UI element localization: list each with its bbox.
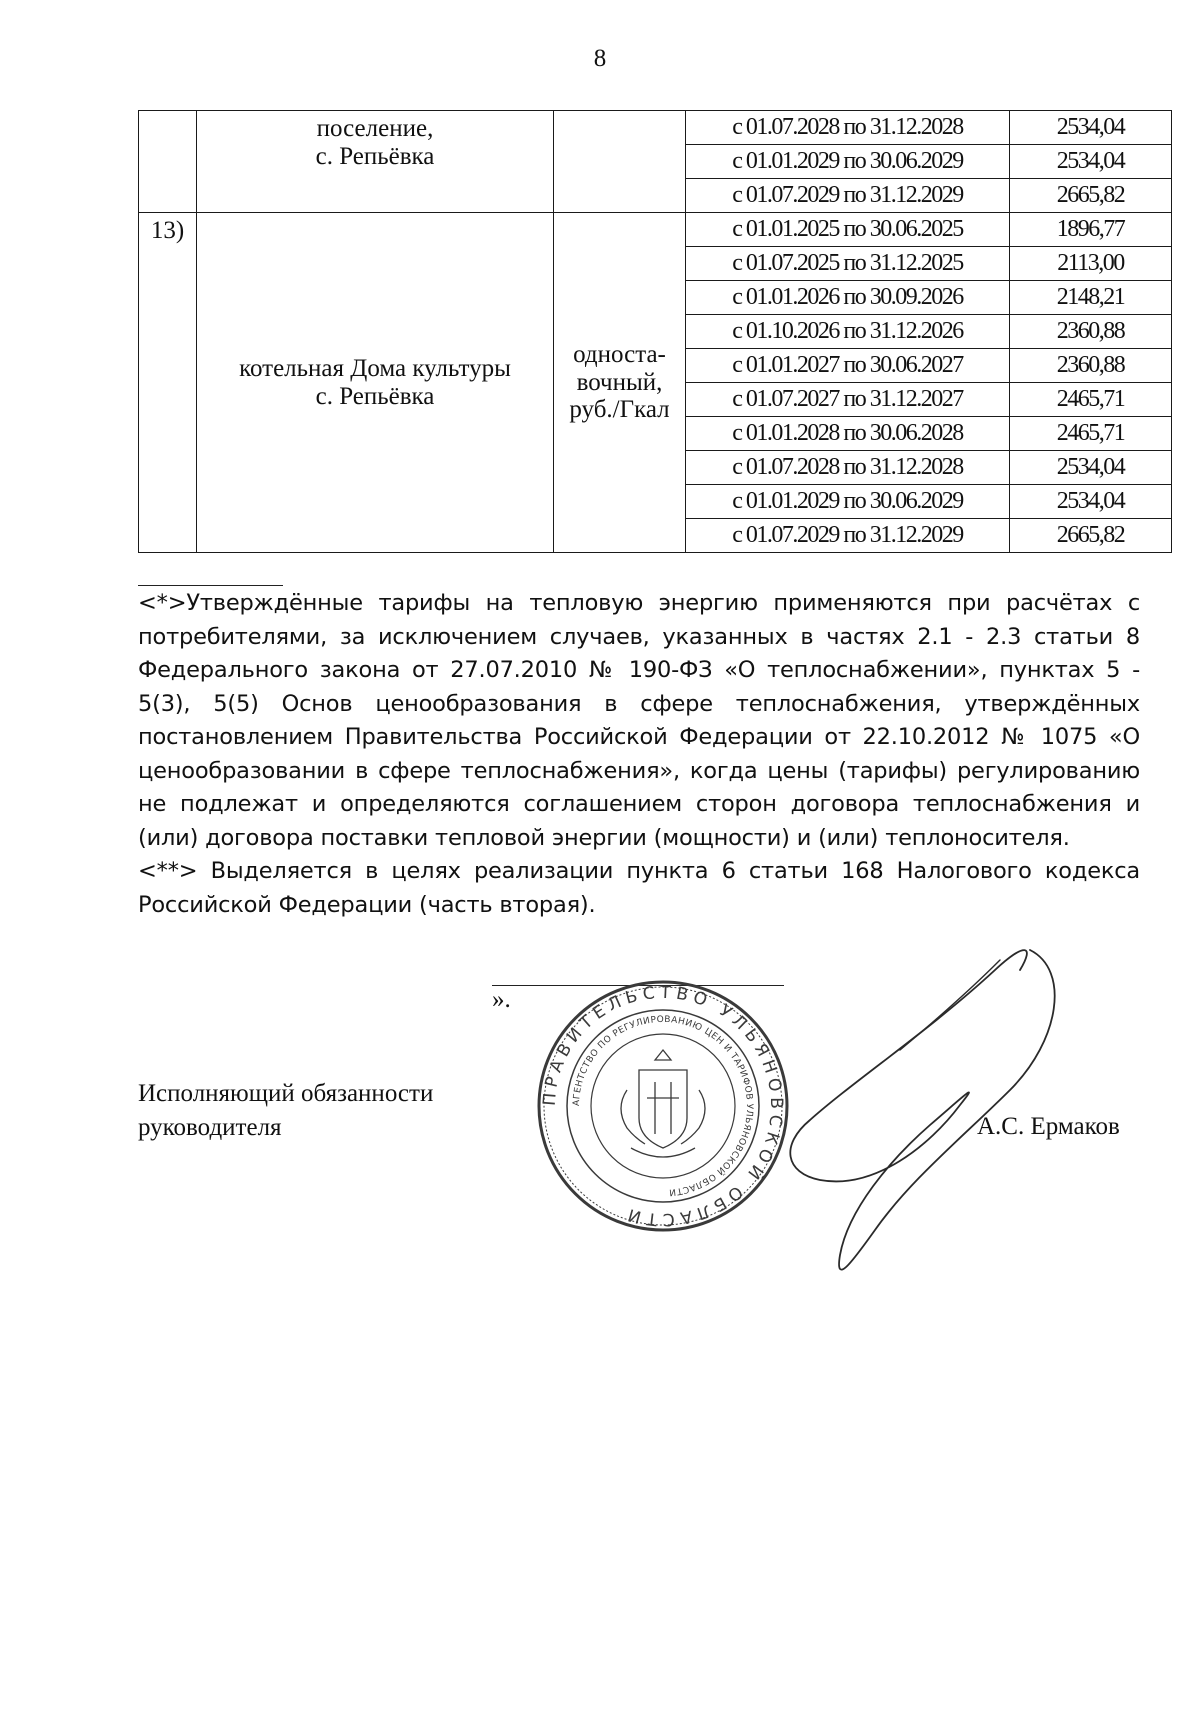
- tariff-value-cell: 2465,71: [1010, 417, 1172, 451]
- period-cell: с 01.07.2029 по 31.12.2029: [686, 179, 1010, 213]
- signer-title-line: руководителя: [138, 1114, 282, 1141]
- table-row: [139, 111, 1172, 145]
- svg-text:АГЕНТСТВО ПО РЕГУЛИРОВАНИЮ ЦЕН: [572, 1015, 754, 1197]
- tariff-value-cell: 2534,04: [1010, 145, 1172, 179]
- footnote-1: <*>Утверждённые тарифы на тепловую энергию применяются при расчётах с потребителями, за исключением случаев, указанных в частях 2.1 - 2.3 статьи 8 Федерального закона от 27.07.2010 № 190-ФЗ «О теплоснабжении», пунктах 5 - 5(3), 5(5) Основ ценообразования в сфере теплоснабжения, утверждённых постановлением Правительства Российской Федерации от 22.10.2012 № 1075 «О ценообразовании в сфере теплоснабжения», когда цены (тарифы) регулированию не подлежат и определяются соглашением сторон договора теплоснабжения и (или) договора поставки тепловой энергии (мощности) и (или) теплоносителя.: [138, 590, 1140, 851]
- seal-outer-text: ПРАВИТЕЛЬСТВО УЛЬЯНОВСКОЙ ОБЛАСТИ: [539, 982, 787, 1230]
- page-number: 8: [593, 45, 607, 72]
- table-row: [139, 213, 1172, 247]
- object-name-line: поселение,: [316, 115, 434, 142]
- tariff-value-cell: 2148,21: [1010, 281, 1172, 315]
- signer-title-line: Исполняющий обязанности: [138, 1080, 434, 1107]
- period-cell: с 01.01.2025 по 30.06.2025: [686, 213, 1010, 247]
- period-cell: с 01.10.2026 по 31.12.2026: [686, 315, 1010, 349]
- period-cell: с 01.01.2029 по 30.06.2029: [686, 145, 1010, 179]
- object-name-cell: [197, 111, 554, 213]
- tariff-value-cell: 2534,04: [1010, 111, 1172, 145]
- unit-line: руб./Гкал: [569, 396, 670, 424]
- object-name-cell: [197, 213, 554, 553]
- object-name-line: с. Репьёвка: [315, 382, 435, 410]
- unit-cell: [554, 213, 686, 553]
- period-cell: с 01.07.2029 по 31.12.2029: [686, 519, 1010, 553]
- tariff-value-cell: 2665,82: [1010, 179, 1172, 213]
- tariff-value-cell: 2534,04: [1010, 485, 1172, 519]
- row-number-cell: [139, 111, 197, 213]
- object-name-line: с. Репьёвка: [315, 142, 435, 170]
- tariff-value-cell: 1896,77: [1010, 213, 1172, 247]
- row-number-cell: 13): [139, 213, 197, 553]
- period-cell: с 01.07.2027 по 31.12.2027: [686, 383, 1010, 417]
- tariff-value-cell: 2360,88: [1010, 349, 1172, 383]
- unit-cell: [554, 111, 686, 213]
- unit-line: вочный,: [576, 368, 663, 396]
- tariff-value-cell: 2360,88: [1010, 315, 1172, 349]
- signer-title: [138, 1077, 433, 1145]
- tariff-value-cell: 2534,04: [1010, 451, 1172, 485]
- period-cell: с 01.07.2025 по 31.12.2025: [686, 247, 1010, 281]
- footnote-2: <**> Выделяется в целях реализации пункта 6 статьи 168 Налогового кодекса Российской Федерации (часть вторая).: [138, 858, 1140, 918]
- period-cell: с 01.01.2027 по 30.06.2027: [686, 349, 1010, 383]
- seal-inner-text: АГЕНТСТВО ПО РЕГУЛИРОВАНИЮ ЦЕН И ТАРИФОВ УЛЬЯНОВСКОЙ ОБЛАСТИ: [571, 1014, 755, 1197]
- tariff-value-cell: 2665,82: [1010, 519, 1172, 553]
- period-cell: с 01.07.2028 по 31.12.2028: [686, 111, 1010, 145]
- footnote-divider: [138, 585, 283, 586]
- period-cell: с 01.07.2028 по 31.12.2028: [686, 451, 1010, 485]
- object-name-line: котельная Дома культуры: [239, 355, 511, 382]
- period-cell: с 01.01.2029 по 30.06.2029: [686, 485, 1010, 519]
- tariff-value-cell: 2465,71: [1010, 383, 1172, 417]
- period-cell: с 01.01.2028 по 30.06.2028: [686, 417, 1010, 451]
- unit-line: односта-: [573, 341, 666, 369]
- tariff-value-cell: 2113,00: [1010, 247, 1172, 281]
- footnotes: [138, 587, 1140, 922]
- handwritten-signature-icon: [780, 930, 1070, 1290]
- official-seal-icon: [535, 978, 791, 1234]
- tariff-table: [138, 110, 1172, 553]
- signer-name: А.С. Ермаков: [977, 1113, 1120, 1140]
- period-cell: с 01.01.2026 по 30.09.2026: [686, 281, 1010, 315]
- closing-quote-mark: ».: [492, 986, 511, 1013]
- coat-of-arms-icon: [621, 1050, 705, 1157]
